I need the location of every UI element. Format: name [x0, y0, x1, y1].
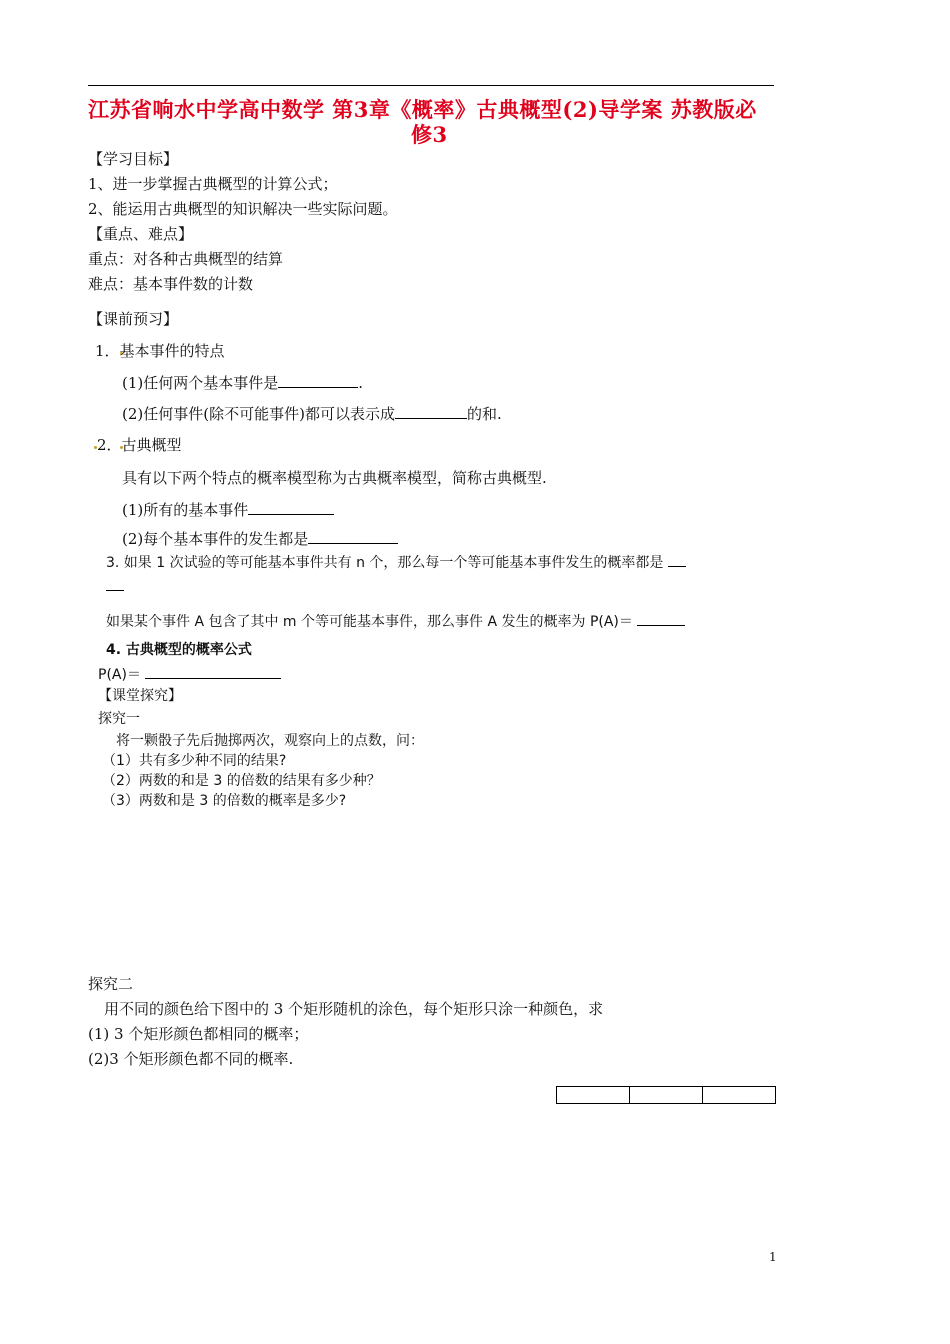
preview-q1-a: (1)任何两个基本事件是 .: [122, 374, 364, 392]
explore2-item: (2)3 个矩形颜色都不同的概率.: [88, 1050, 294, 1068]
explore1-item: （2）两数的和是 3 的倍数的结果有多少种？: [102, 773, 381, 789]
answer-blank[interactable]: [395, 405, 467, 419]
explore1-intro: 将一颗骰子先后抛掷两次，观察向上的点数，问：: [116, 733, 424, 749]
three-rectangles-figure: [556, 1086, 776, 1104]
document-title-line1: 江苏省响水中学高中数学 第3章《概率》古典概型(2)导学案 苏教版必: [88, 97, 757, 122]
preview-q4-formula: P(A)＝: [98, 665, 281, 684]
explore2-item: (1) 3 个矩形颜色都相同的概率；: [88, 1025, 309, 1043]
explore2-intro: 用不同的颜色给下图中的 3 个矩形随机的涂色，每个矩形只涂一种颜色，求: [104, 1000, 604, 1018]
preview-q1-title: 1．基本事件的特点: [95, 342, 225, 360]
header-rule: [88, 85, 774, 86]
answer-blank[interactable]: [308, 530, 398, 544]
answer-blank[interactable]: [637, 612, 685, 626]
preview-q2-b: (2)每个基本事件的发生都是: [122, 530, 398, 548]
preview-q2-desc: 具有以下两个特点的概率模型称为古典概率模型，简称古典概型.: [122, 469, 547, 487]
goal-item: 1、进一步掌握古典概型的计算公式；: [88, 175, 338, 193]
answer-blank[interactable]: [278, 374, 358, 388]
preview-q2-a: (1)所有的基本事件: [122, 501, 334, 519]
preview-q4-title: 4. 古典概型的概率公式: [106, 642, 252, 658]
answer-blank[interactable]: [668, 553, 686, 567]
preview-q3-line2: 如果某个事件 A 包含了其中 m 个等可能基本事件，那么事件 A 发生的概率为 P(A)＝: [106, 612, 685, 631]
answer-blank[interactable]: [248, 501, 334, 515]
explore2-title: 探究二: [88, 975, 134, 993]
answer-blank[interactable]: [145, 665, 281, 679]
goals-heading: 【学习目标】: [88, 150, 179, 168]
rectangle-1: [556, 1086, 630, 1104]
explore1-item: （3）两数和是 3 的倍数的概率是多少?: [102, 793, 347, 809]
difficult-point: 难点：基本事件数的计数: [88, 275, 254, 293]
document-title-line2: 修3: [411, 122, 448, 147]
preview-q1-b: (2)任何事件(除不可能事件)都可以表示成 的和.: [122, 405, 502, 423]
page-number: 1: [769, 1250, 777, 1264]
goal-item: 2、能运用古典概型的知识解决一些实际问题。: [88, 200, 398, 218]
preview-heading: 【课前预习】: [88, 310, 179, 328]
explore1-title: 探究一: [98, 711, 140, 727]
preview-q2-title: 2．古典概型: [97, 436, 182, 454]
keypoints-heading: 【重点、难点】: [88, 225, 194, 243]
rectangle-2: [629, 1086, 703, 1104]
key-point: 重点：对各种古典概型的结算: [88, 250, 284, 268]
preview-q3-line1: 3. 如果 1 次试验的等可能基本事件共有 n 个，那么每一个等可能基本事件发生的概率都是: [106, 553, 686, 572]
class-explore-heading: 【课堂探究】: [98, 688, 182, 704]
explore1-item: （1）共有多少种不同的结果?: [102, 753, 287, 769]
answer-blank-continued[interactable]: [106, 590, 124, 591]
rectangle-3: [702, 1086, 776, 1104]
